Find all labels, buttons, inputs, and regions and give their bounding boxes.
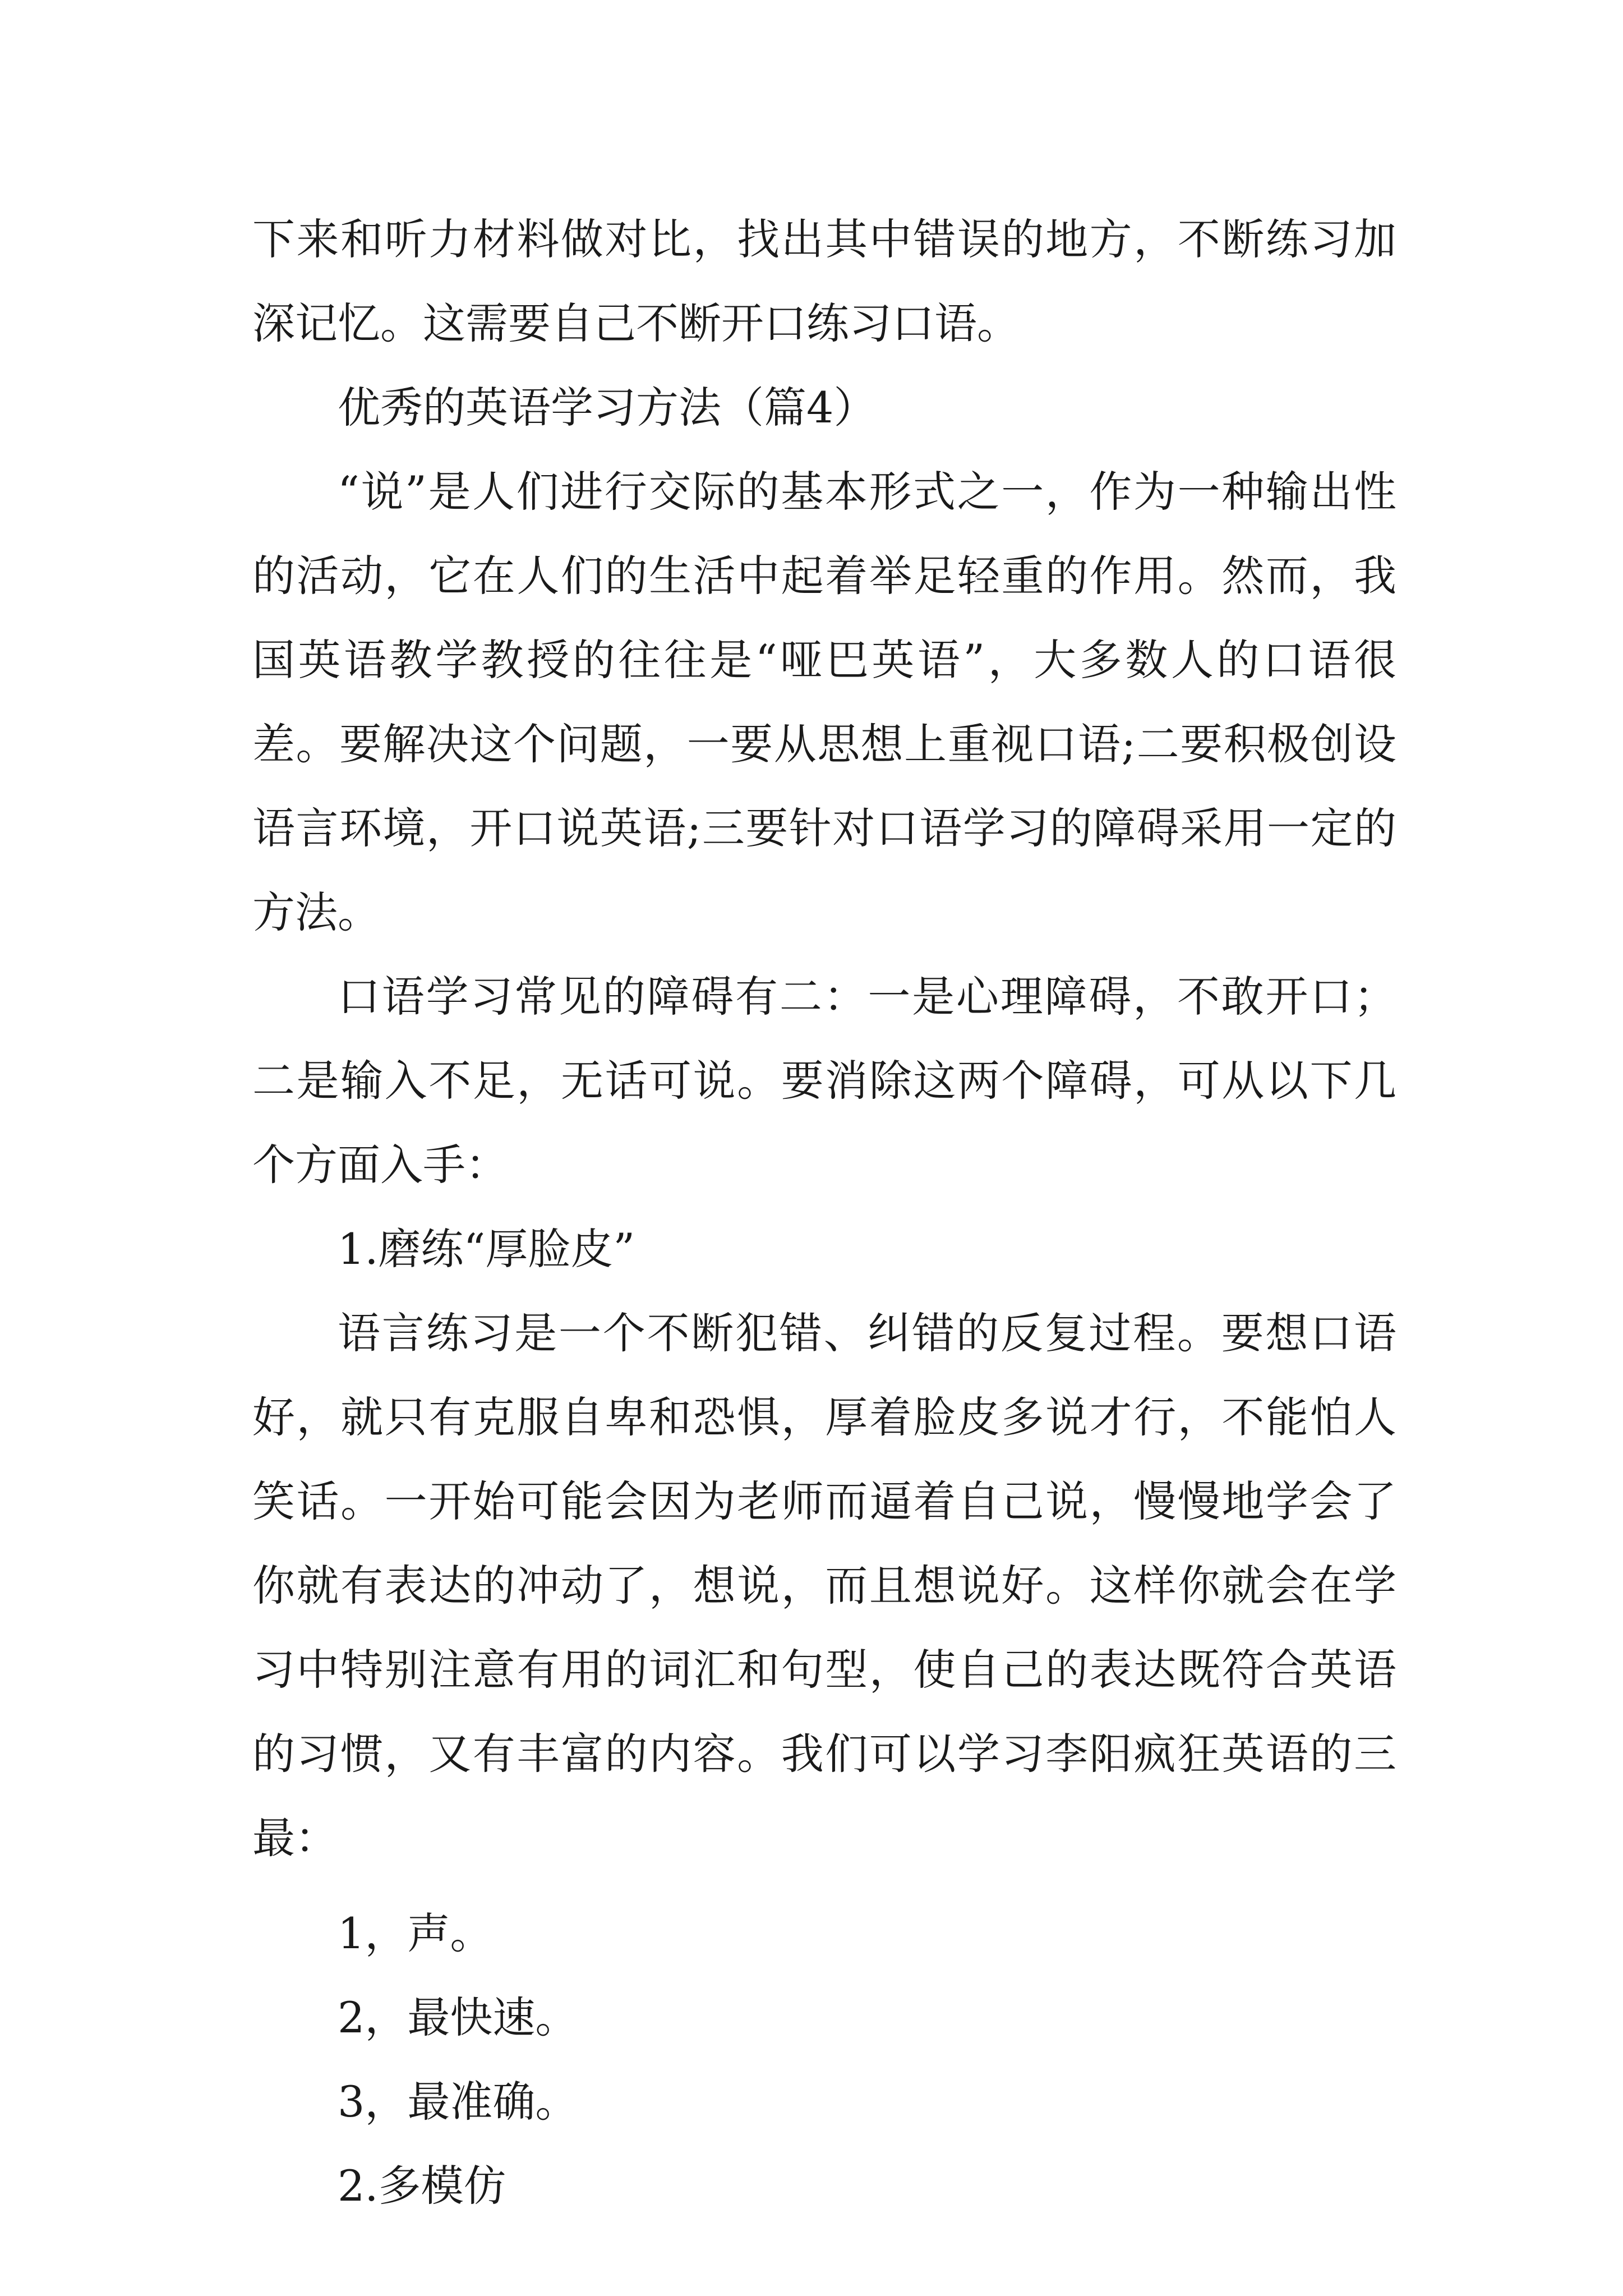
paragraph-continuation: 下来和听力材料做对比，找出其中错误的地方，不断练习加深记忆。这需要自己不断开口练习口语。	[252, 214, 1396, 348]
paragraph-obstacles: 口语学习常见的障碍有二：一是心理障碍，不敢开口；二是输入不足，无话可说。要消除这两个障碍，可从以下几个方面入手：	[252, 972, 1396, 1190]
paragraph-intro: “说”是人们进行交际的基本形式之一，作为一种输出性的活动，它在人们的生活中起着举足轻重的作用。然而，我国英语教学教授的往往是“哑巴英语”，大多数人的口语很差。要解决这个问题，一要从思想上重视口语;二要积极创设语言环境，开口说英语;三要针对口语学习的障碍采用一定的方法。	[252, 467, 1396, 937]
list-item-fastest: 2，最快速。	[338, 1993, 578, 2042]
section-heading: 优秀的英语学习方法（篇4）	[338, 383, 877, 432]
subheading-thick-skin: 1.磨练“厚脸皮”	[338, 1224, 635, 1274]
document-body	[252, 197, 1396, 2228]
list-item-voice: 1，声。	[338, 1908, 493, 1958]
subheading-imitate: 2.多模仿	[338, 2161, 506, 2211]
paragraph-practice: 语言练习是一个不断犯错、纠错的反复过程。要想口语好，就只有克服自卑和恐惧，厚着脸皮多说才行，不能怕人笑话。一开始可能会因为老师而逼着自己说，慢慢地学会了你就有表达的冲动了，想说，而且想说好。这样你就会在学习中特别注意有用的词汇和句型，使自己的表达既符合英语的习惯，又有丰富的内容。我们可以学习李阳疯狂英语的三最：	[252, 1308, 1396, 1863]
list-item-most-accurate: 3，最准确。	[338, 2077, 578, 2127]
